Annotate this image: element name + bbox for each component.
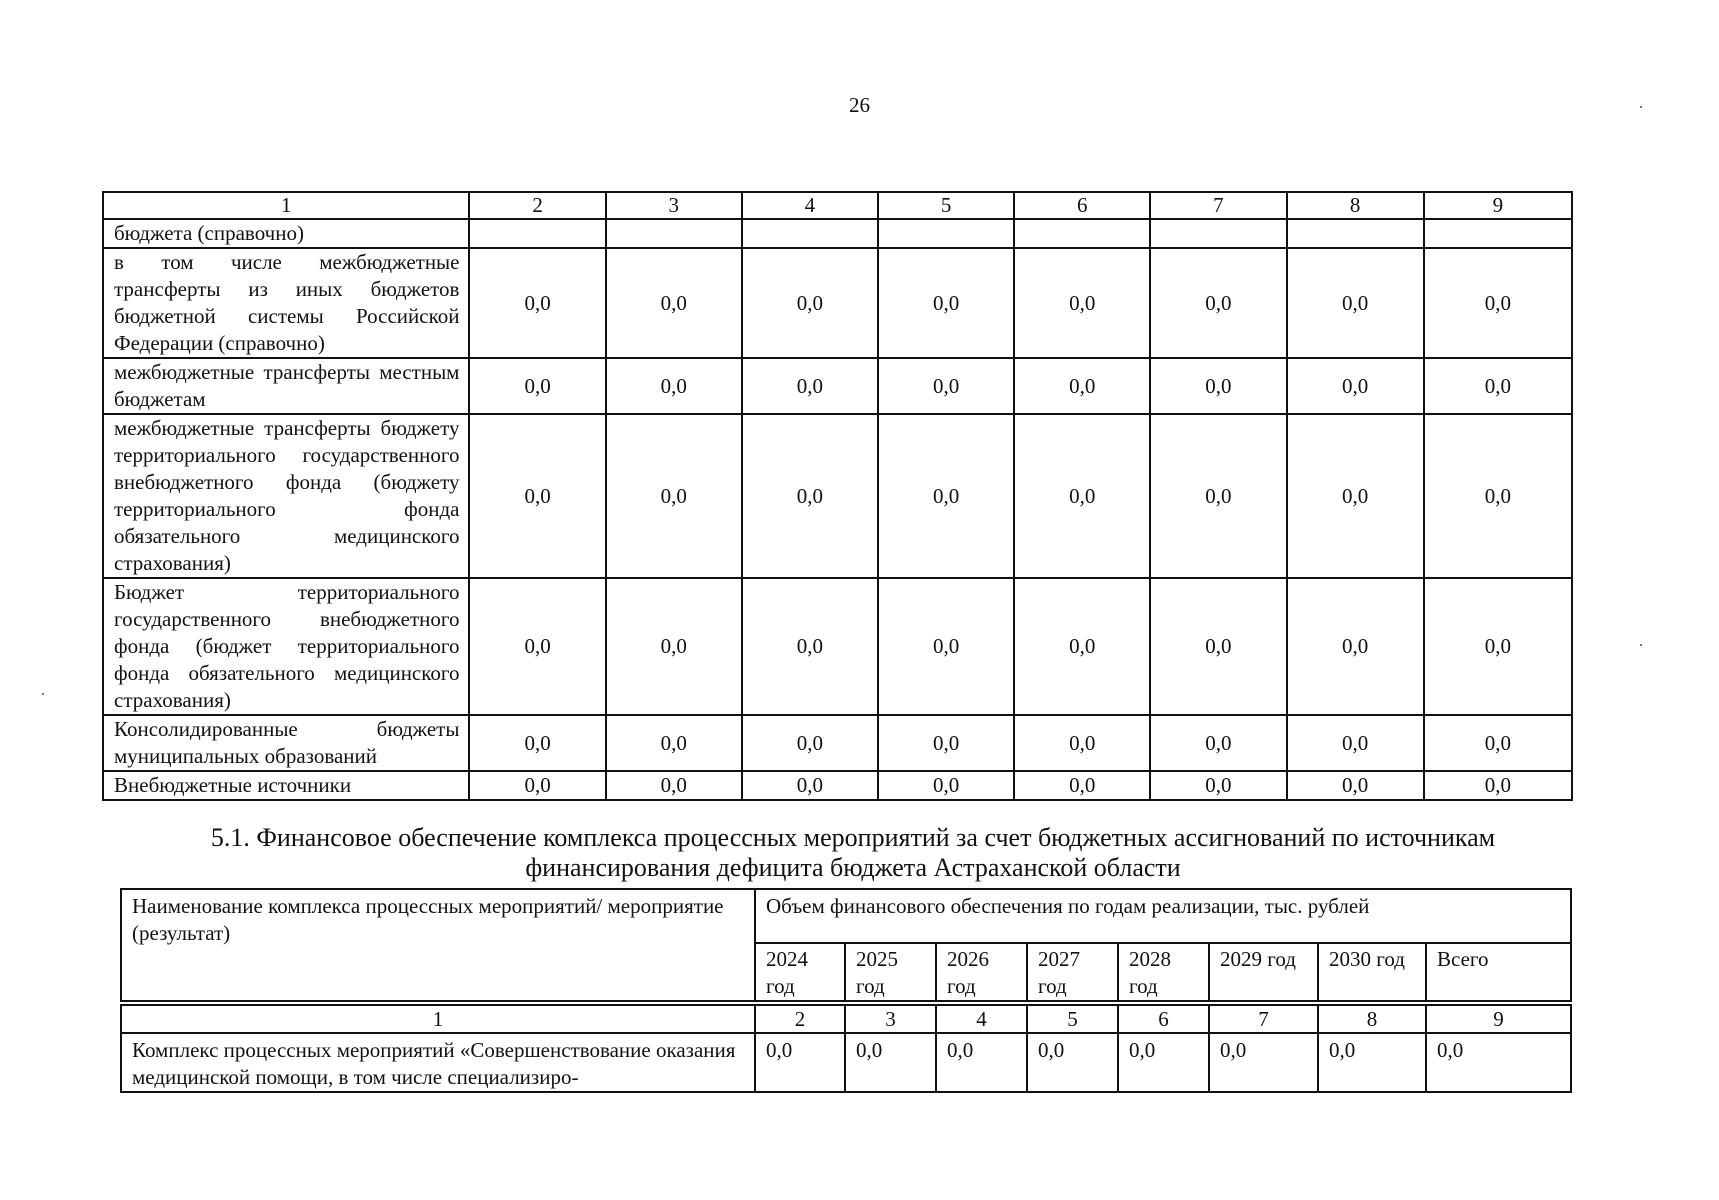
column-number: 8: [1287, 192, 1424, 219]
value-cell: 0,0: [469, 358, 605, 414]
row-label: Внебюджетные источники: [103, 771, 469, 800]
column-number: 6: [1014, 192, 1150, 219]
value-cell: [1014, 219, 1150, 248]
value-cell: 0,0: [606, 358, 742, 414]
value-cell: 0,0: [1150, 248, 1286, 358]
value-cell: 0,0: [1209, 1033, 1318, 1092]
value-cell: [1150, 219, 1286, 248]
value-cell: 0,0: [1287, 715, 1424, 771]
value-cell: 0,0: [606, 578, 742, 715]
column-number: 6: [1118, 1005, 1209, 1033]
table-row: [121, 1033, 1571, 1092]
volume-column-header: Объем финансового обеспечения по годам реализации, тыс. рублей: [755, 889, 1571, 943]
value-cell: 0,0: [1424, 248, 1572, 358]
process-measures-table: [120, 888, 1572, 1093]
value-cell: [1287, 219, 1424, 248]
value-cell: 0,0: [469, 715, 605, 771]
row-label: в том числе межбюджетные трансферты из иных бюджетов бюджетной системы Российской Федерации (справочно): [103, 248, 469, 358]
value-cell: 0,0: [469, 771, 605, 800]
value-cell: 0,0: [469, 414, 605, 578]
table-row: [103, 358, 1572, 414]
value-cell: 0,0: [878, 358, 1014, 414]
value-cell: 0,0: [1150, 771, 1286, 800]
value-cell: 0,0: [1014, 358, 1150, 414]
table-header-row: [121, 889, 1571, 943]
table-row: [103, 248, 1572, 358]
value-cell: 0,0: [878, 414, 1014, 578]
column-number-row: [121, 1005, 1571, 1033]
value-cell: 0,0: [742, 771, 878, 800]
value-cell: 0,0: [742, 358, 878, 414]
table-header-row: [103, 192, 1572, 219]
column-number: 2: [469, 192, 605, 219]
table-row: [103, 219, 1572, 248]
value-cell: 0,0: [606, 715, 742, 771]
year-header: 2025 год: [845, 943, 936, 1001]
value-cell: 0,0: [1426, 1033, 1571, 1092]
value-cell: 0,0: [1150, 715, 1286, 771]
value-cell: 0,0: [878, 715, 1014, 771]
column-number: 7: [1150, 192, 1286, 219]
value-cell: 0,0: [742, 248, 878, 358]
column-number: 9: [1426, 1005, 1571, 1033]
row-label: бюджета (справочно): [103, 219, 469, 248]
table-row: [103, 578, 1572, 715]
value-cell: 0,0: [1424, 578, 1572, 715]
column-number: 4: [742, 192, 878, 219]
value-cell: [469, 219, 605, 248]
value-cell: [742, 219, 878, 248]
value-cell: 0,0: [1150, 358, 1286, 414]
row-label: межбюджетные трансферты местным бюджетам: [103, 358, 469, 414]
column-number: 3: [606, 192, 742, 219]
year-header: 2029 год: [1209, 943, 1318, 1001]
page-number: 26: [849, 93, 870, 117]
value-cell: 0,0: [606, 414, 742, 578]
value-cell: 0,0: [1150, 578, 1286, 715]
financing-table: [102, 191, 1573, 801]
value-cell: 0,0: [878, 578, 1014, 715]
year-header: 2027 год: [1027, 943, 1118, 1001]
value-cell: 0,0: [1014, 771, 1150, 800]
value-cell: 0,0: [742, 414, 878, 578]
value-cell: [606, 219, 742, 248]
column-number: 5: [1027, 1005, 1118, 1033]
value-cell: 0,0: [1424, 771, 1572, 800]
section-title: 5.1. Финансовое обеспечение комплекса процессных мероприятий за счет бюджетных ассигнований по источникам финансирования дефицита бюджета Астраханской области: [210, 823, 1496, 882]
value-cell: 0,0: [1318, 1033, 1426, 1092]
row-label: межбюджетные трансферты бюджету территориального государственного внебюджетного фонда (бюджету территориального фонда обязательного медицинского страхования): [103, 414, 469, 578]
column-number: 8: [1318, 1005, 1426, 1033]
value-cell: 0,0: [878, 771, 1014, 800]
value-cell: 0,0: [1014, 414, 1150, 578]
value-cell: 0,0: [606, 771, 742, 800]
value-cell: 0,0: [1424, 358, 1572, 414]
name-column-header: Наименование комплекса процессных мероприятий/ мероприятие (результат): [121, 889, 755, 1001]
value-cell: 0,0: [1118, 1033, 1209, 1092]
column-number: 7: [1209, 1005, 1318, 1033]
scan-speck: [42, 693, 44, 695]
value-cell: 0,0: [878, 248, 1014, 358]
value-cell: 0,0: [845, 1033, 936, 1092]
value-cell: [878, 219, 1014, 248]
value-cell: 0,0: [469, 578, 605, 715]
value-cell: 0,0: [1287, 414, 1424, 578]
value-cell: 0,0: [1027, 1033, 1118, 1092]
value-cell: 0,0: [1014, 715, 1150, 771]
year-header: 2030 год: [1318, 943, 1426, 1001]
value-cell: 0,0: [742, 715, 878, 771]
column-number: 4: [936, 1005, 1027, 1033]
row-label: Консолидированные бюджеты муниципальных образований: [103, 715, 469, 771]
value-cell: 0,0: [1424, 715, 1572, 771]
table-row: [103, 715, 1572, 771]
column-number: 1: [121, 1005, 755, 1033]
column-number: 5: [878, 192, 1014, 219]
value-cell: 0,0: [1150, 414, 1286, 578]
value-cell: 0,0: [1287, 248, 1424, 358]
row-label: Комплекс процессных мероприятий «Совершенствование оказания медицинской помощи, в том числе специализиро-: [121, 1033, 755, 1092]
value-cell: 0,0: [1014, 248, 1150, 358]
value-cell: 0,0: [742, 578, 878, 715]
row-label: Бюджет территориального государственного внебюджетного фонда (бюджет территориального фонда обязательного медицинского страхования): [103, 578, 469, 715]
value-cell: 0,0: [1424, 414, 1572, 578]
year-header: 2028 год: [1118, 943, 1209, 1001]
scan-speck: [1640, 644, 1642, 646]
value-cell: 0,0: [936, 1033, 1027, 1092]
value-cell: 0,0: [1287, 771, 1424, 800]
total-header: Всего: [1426, 943, 1571, 1001]
value-cell: 0,0: [755, 1033, 845, 1092]
column-number: 1: [103, 192, 469, 219]
table-row: [103, 414, 1572, 578]
value-cell: [1424, 219, 1572, 248]
value-cell: 0,0: [1287, 578, 1424, 715]
scan-speck: [1640, 106, 1642, 108]
year-header: 2024 год: [755, 943, 845, 1001]
value-cell: 0,0: [1287, 358, 1424, 414]
year-header: 2026 год: [936, 943, 1027, 1001]
value-cell: 0,0: [606, 248, 742, 358]
column-number: 3: [845, 1005, 936, 1033]
column-number: 2: [755, 1005, 845, 1033]
column-number: 9: [1424, 192, 1572, 219]
value-cell: 0,0: [1014, 578, 1150, 715]
value-cell: 0,0: [469, 248, 605, 358]
table-row: [103, 771, 1572, 800]
